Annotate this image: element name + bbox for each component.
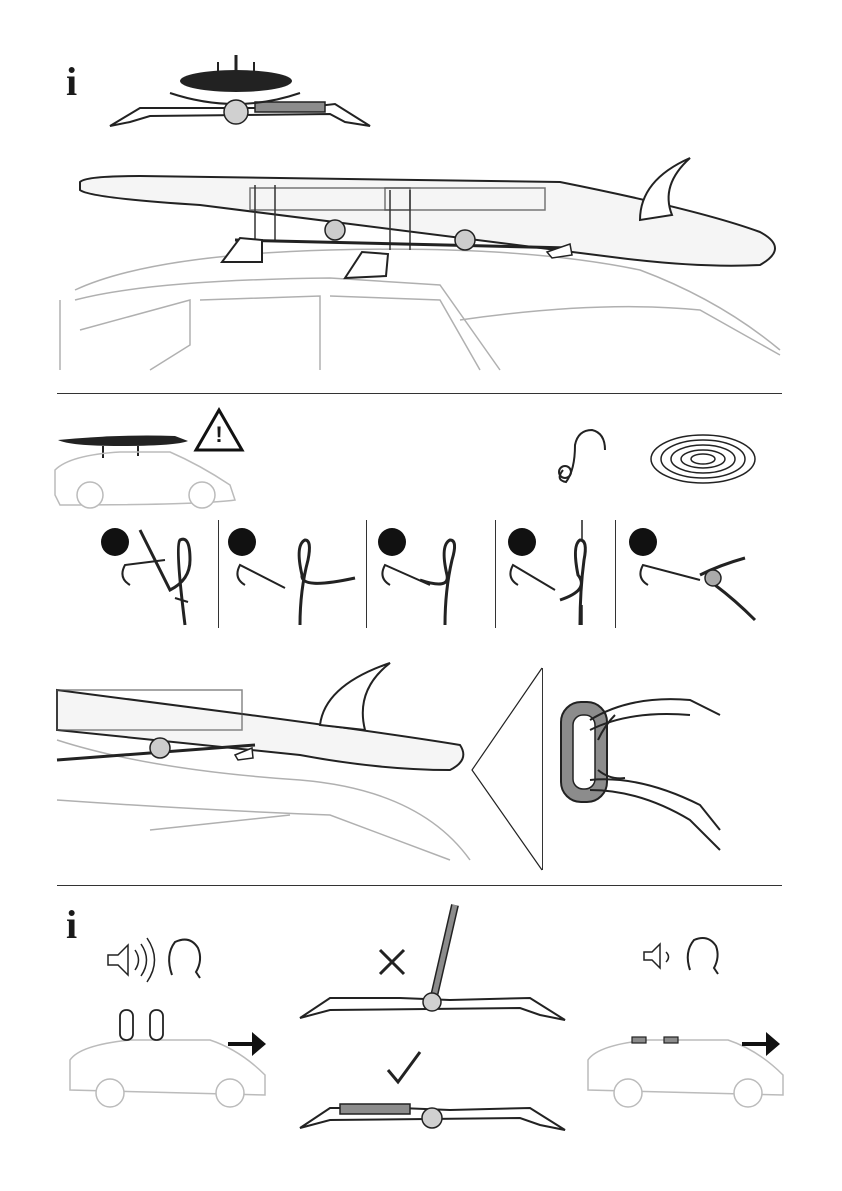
info-icon: i xyxy=(66,902,78,947)
info-icon: i xyxy=(66,59,78,104)
warning-icon: ! xyxy=(215,422,223,447)
